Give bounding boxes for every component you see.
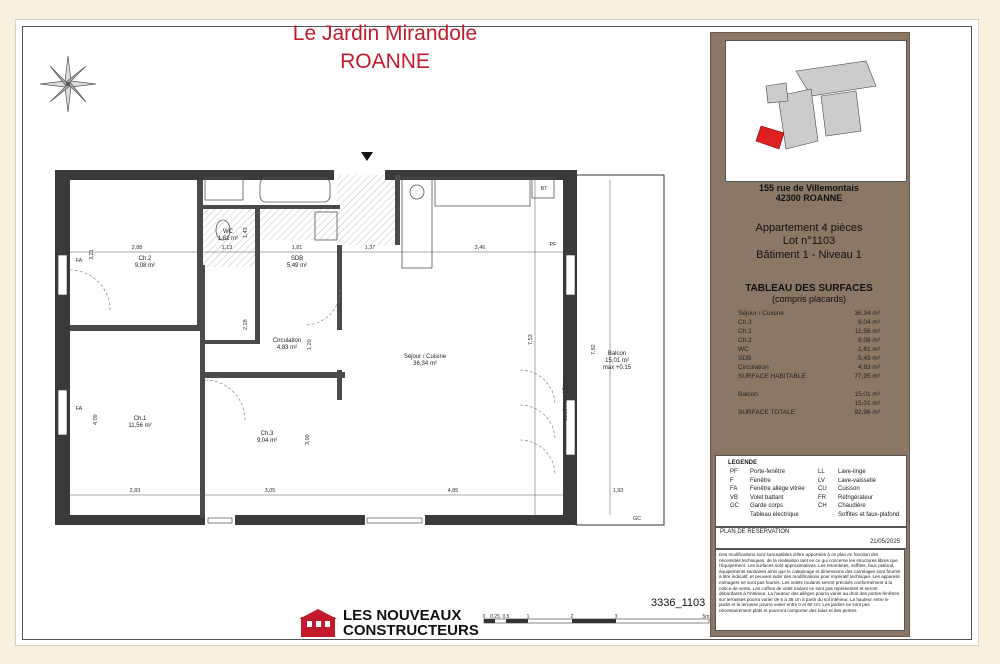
surface-row — [738, 400, 880, 407]
surface-row — [738, 373, 880, 380]
legend-label: Lave-vaisselle — [838, 477, 877, 484]
dim-label: 4,85 — [447, 488, 459, 494]
surface-value: 4,83 m² — [857, 364, 880, 371]
room-ch3-area: 9,04 m² — [256, 438, 278, 444]
apartment-type: Appartement 4 pièces — [755, 222, 863, 234]
code-bt: BT — [540, 186, 548, 192]
reservation-box — [715, 527, 907, 549]
legend-code: CU — [818, 486, 827, 492]
room-sdb-area: 5,49 m² — [286, 263, 308, 269]
surface-value: 15,01 m² — [854, 400, 880, 407]
legend-label: Cuisson — [838, 486, 860, 492]
legend-label: Chaudière — [838, 503, 866, 509]
legend — [715, 455, 907, 527]
logo-line2: CONSTRUCTEURS — [343, 622, 479, 639]
scale-label: 0.5 — [502, 614, 510, 620]
room-ch1-area: 11,56 m² — [128, 423, 152, 429]
floor-plan — [55, 150, 675, 540]
entrance-arrow-icon — [361, 152, 373, 161]
surface-label: Ch.3 — [738, 319, 752, 326]
surface-row — [738, 364, 880, 371]
legend-code: FA — [730, 486, 738, 492]
surface-row — [738, 355, 880, 362]
legend-label: Fenêtre — [750, 477, 771, 484]
code-fa: FA — [75, 258, 83, 264]
room-balcon-area: 15,01 m² — [605, 358, 629, 364]
balcony-outline — [576, 175, 664, 525]
dim-label: 3,21 — [89, 249, 95, 260]
legend-label: Lave-linge — [838, 469, 866, 475]
surface-row — [738, 391, 880, 398]
company-logo-text — [343, 608, 479, 638]
room-circulation-name: Circulation — [272, 338, 302, 344]
company-logo-icon — [299, 609, 337, 639]
room-circulation-area: 4,83 m² — [276, 345, 298, 351]
surface-label: Circulation — [738, 364, 769, 371]
balcony-note: max +0.15 — [602, 365, 632, 371]
dim-label: 1,81 — [291, 245, 303, 251]
scale-label: 2 — [570, 614, 574, 620]
surface-row — [738, 310, 880, 317]
surface-table-title: TABLEAU DES SURFACES — [745, 283, 873, 294]
dim-label: 3,00 — [305, 434, 311, 445]
legend-label: Fenêtre allège vitrée — [750, 486, 805, 492]
surface-row — [738, 346, 880, 353]
surface-table-subtitle: (compris placards) — [771, 294, 847, 304]
scale-label: 3 — [614, 614, 618, 620]
dim-label: 1,43 — [243, 227, 249, 238]
scale-label: 5m — [702, 614, 710, 620]
dim-label: 3,46 — [474, 245, 486, 251]
legend-label: Tableau électrique — [750, 511, 799, 518]
legend-label: Garde corps — [750, 503, 784, 509]
room-wc-name: WC — [223, 229, 233, 235]
key-plan — [725, 40, 907, 182]
surface-label: Ch.2 — [738, 337, 752, 344]
scale-bar — [484, 613, 714, 635]
surface-value: 77,95 m² — [854, 373, 880, 380]
kitchen-sink — [205, 178, 243, 200]
legend-label: Volet battant — [750, 494, 784, 501]
legend-code: F — [730, 477, 734, 484]
project-title: Le Jardin Mirandole — [292, 22, 478, 45]
surface-label: Balcon — [738, 391, 758, 398]
surface-row — [738, 328, 880, 335]
surface-value: 11,56 m² — [854, 328, 880, 335]
legend-code: LL — [818, 469, 825, 475]
dim-label: 1,20 — [307, 339, 313, 350]
dim-label: 2,88 — [131, 245, 143, 251]
logo-line1: LES NOUVEAUX — [343, 607, 462, 624]
room-sdb-name: SDB — [290, 256, 304, 262]
room-sejour-area: 36,34 m² — [413, 361, 437, 367]
surface-row — [738, 409, 880, 416]
surface-label: Séjour / Cuisine — [738, 310, 784, 317]
code-pf: PF — [549, 242, 557, 248]
scale-label: 1 — [526, 614, 530, 620]
disclaimer-notes: Des modifications sont susceptibles d'être apportées à ce plan en fonction des nécessités techniques, de la réalisation tant en ce qui concerne les structures libres que l'équipement. Les surfaces sont approximatives. Les retombées, soffites, faux plafond, équipements sanitaires ainsi que le calepinage et dimensions des carrelages sont fournis à titre indicatif, et peuvent subir des modifications pour impératif technique. Les appareils ménagers ne sont pas fournis. Les volets roulants seront précisés conformément à la notice de vente. Les coffres de volet roulant ne sont pas représentés et seront débordants à l'intérieur. La hauteur des allèges pourra varier au droit des portes-fenêtres sur terrasses pourra varier de 5 à 35 cm à partir du sol intérieur. La hauteur entre le jardin et la terrasse pourra varier entre 0 et 60 cm. Les jardins ne sont pas nécessairement plats et pourront comporter des talus et des pentes. — [715, 549, 905, 631]
surface-label: SURFACE HABITABLE — [738, 373, 806, 380]
room-ch2-area: 9,08 m² — [134, 263, 156, 269]
surface-value: 36,34 m² — [854, 310, 880, 317]
surface-label: SURFACE TOTALE — [738, 409, 796, 416]
dim-label: 7,82 — [591, 344, 597, 355]
dim-label: 4,09 — [93, 414, 99, 425]
legend-label: Porte-fenêtre — [750, 469, 786, 475]
surface-value: 9,08 m² — [857, 337, 880, 344]
lot-number: Lot n°1103 — [782, 235, 836, 247]
dim-label: 3,05 — [264, 488, 276, 494]
legend-label: Soffites et faux-plafond — [838, 511, 900, 518]
surface-value: 15,01 m² — [854, 391, 880, 398]
dim-label: 1,93 — [612, 488, 624, 494]
reservation-date: 21/05/2025 — [869, 539, 900, 545]
dim-label: 7,53 — [528, 334, 534, 345]
room-ch2-name: Ch.2 — [138, 256, 152, 262]
dim-label: 1,37 — [364, 245, 376, 251]
surface-row — [738, 337, 880, 344]
scale-label: 0 — [482, 614, 486, 620]
address-line1: 155 rue de Villemontais — [759, 183, 859, 193]
scale-label: 0.25 — [490, 614, 500, 620]
legend-code: CH — [818, 503, 827, 509]
bathtub — [260, 178, 330, 202]
surface-row — [738, 319, 880, 326]
surface-label: WC — [738, 346, 749, 353]
legend-title: LEGENDE — [728, 460, 758, 466]
code-fa: FA — [75, 406, 83, 412]
surface-value: 9,04 m² — [857, 319, 880, 326]
sill-note: seuil max 15cm — [563, 379, 569, 421]
surface-value: 92,96 m² — [854, 409, 880, 416]
room-ch3-name: Ch.3 — [260, 431, 274, 437]
surface-label: SDB — [738, 355, 752, 362]
surface-value: 1,61 m² — [857, 346, 880, 353]
lot-highlight — [756, 126, 784, 149]
plan-reference: 3336_1103 — [651, 597, 706, 609]
building-level: Bâtiment 1 - Niveau 1 — [756, 249, 862, 261]
legend-code: LV — [818, 477, 825, 484]
address-line2: 42300 ROANNE — [775, 193, 843, 203]
legend-code: VB — [730, 494, 739, 501]
reservation-label: PLAN DE RESERVATION — [720, 529, 790, 535]
surface-value: 5,49 m² — [857, 355, 880, 362]
project-city: ROANNE — [340, 50, 430, 73]
surface-label: Ch.1 — [738, 328, 752, 335]
code-gc: GC — [632, 516, 642, 522]
compass-rose-icon — [36, 52, 100, 116]
room-balcon-name: Balcon — [607, 351, 627, 357]
legend-label: Réfrigérateur — [838, 494, 874, 501]
room-wc-area: 1,61 m² — [217, 236, 239, 242]
dim-label: 2,83 — [129, 488, 141, 494]
legend-code: PF — [730, 469, 738, 475]
room-ch1-name: Ch.1 — [133, 416, 147, 422]
room-sejour-name: Séjour / Cuisine — [403, 354, 447, 360]
legend-code: FR — [818, 494, 826, 501]
dim-label: 2,28 — [243, 319, 249, 330]
legend-code: GC — [730, 503, 739, 509]
dim-label: 1,13 — [221, 245, 233, 251]
